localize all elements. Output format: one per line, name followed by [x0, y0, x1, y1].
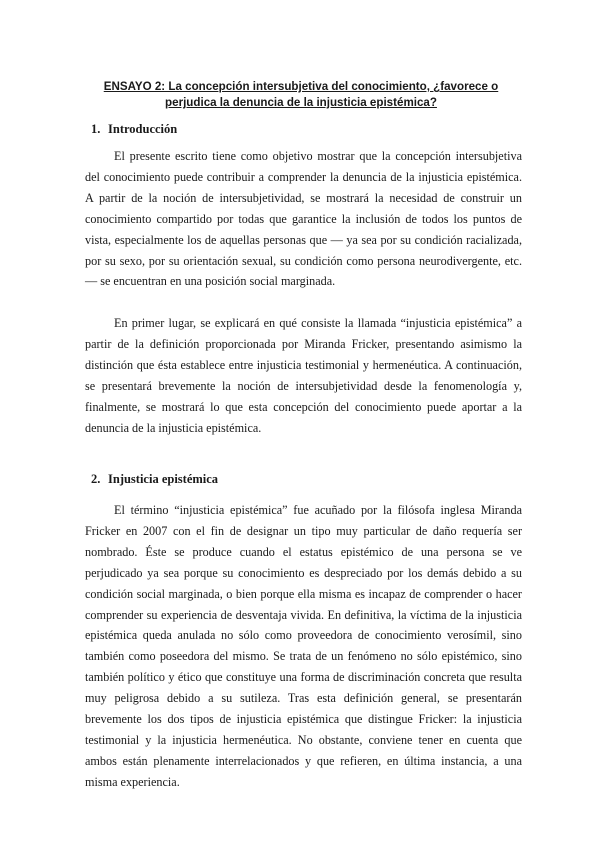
paragraph-injusticia-1: El término “injusticia epistémica” fue acuñado por la filósofa inglesa Miranda Fricker en 2007 con el fin de designar un tipo muy particular de daño requería ser nombrado. Éste se produce cuando el estatus epistémico de una persona se ve perjudicado ya sea porque su conocimiento es despreciado por los demás debido a su condición social marginada, o bien porque ella misma es incapaz de comprender o hacer comprender su experiencia de desventaja vivida. En definitiva, la víctima de la injusticia epistémica queda anulada no sólo como proveedora de conocimiento verosímil, sino también como poseedora del mismo. Se trata de un fenómeno no sólo epistémico, sino también político y ético que constituye una forma de discriminación concreta que resulta muy peligrosa debido a su sutileza. Tras esta definición general, se presentarán brevemente los dos tipos de injusticia epistémica que distingue Fricker: la injusticia testimonial y la injusticia hermenéutica. No obstante, conviene tener en cuenta que ambos están plenamente interrelacionados y que refieren, en última instancia, a una misma experiencia.	[85, 503, 522, 789]
section-number: 2.	[91, 472, 101, 486]
paragraph-intro-2: En primer lugar, se explicará en qué consiste la llamada “injusticia epistémica” a partir de la definición proporcionada por Miranda Fricker, presentando asimismo la distinción que ésta establece entre injusticia testimonial y hermenéutica. A continuación, se presentará brevemente la noción de intersubjetividad desde la fenomenología y, finalmente, se mostrará lo que esta concepción del conocimiento puede aportar a la denuncia de la injusticia epistémica.	[85, 316, 522, 435]
section-number: 1.	[91, 122, 101, 136]
section-heading-introduccion	[91, 122, 177, 137]
section-title: Introducción	[108, 122, 178, 136]
section-title: Injusticia epistémica	[108, 472, 219, 486]
essay-title: ENSAYO 2: La concepción intersubjetiva del conocimiento, ¿favorece o perjudica la denuncia de la injusticia epistémica?	[103, 80, 499, 109]
paragraph-intro-1: El presente escrito tiene como objetivo mostrar que la concepción intersubjetiva del conocimiento puede contribuir a comprender la denuncia de la injusticia epistémica. A partir de la noción de intersubjetividad, se mostrará la necesidad de construir un conocimiento compartido por todas que garantice la inclusión de todos los puntos de vista, especialmente los de aquellas personas que — ya sea por su condición racializada, por su sexo, por su orientación sexual, su condición como persona neurodivergente, etc. — se encuentran en una posición social marginada.	[85, 149, 522, 289]
section-heading-injusticia-epistemica	[91, 472, 218, 487]
